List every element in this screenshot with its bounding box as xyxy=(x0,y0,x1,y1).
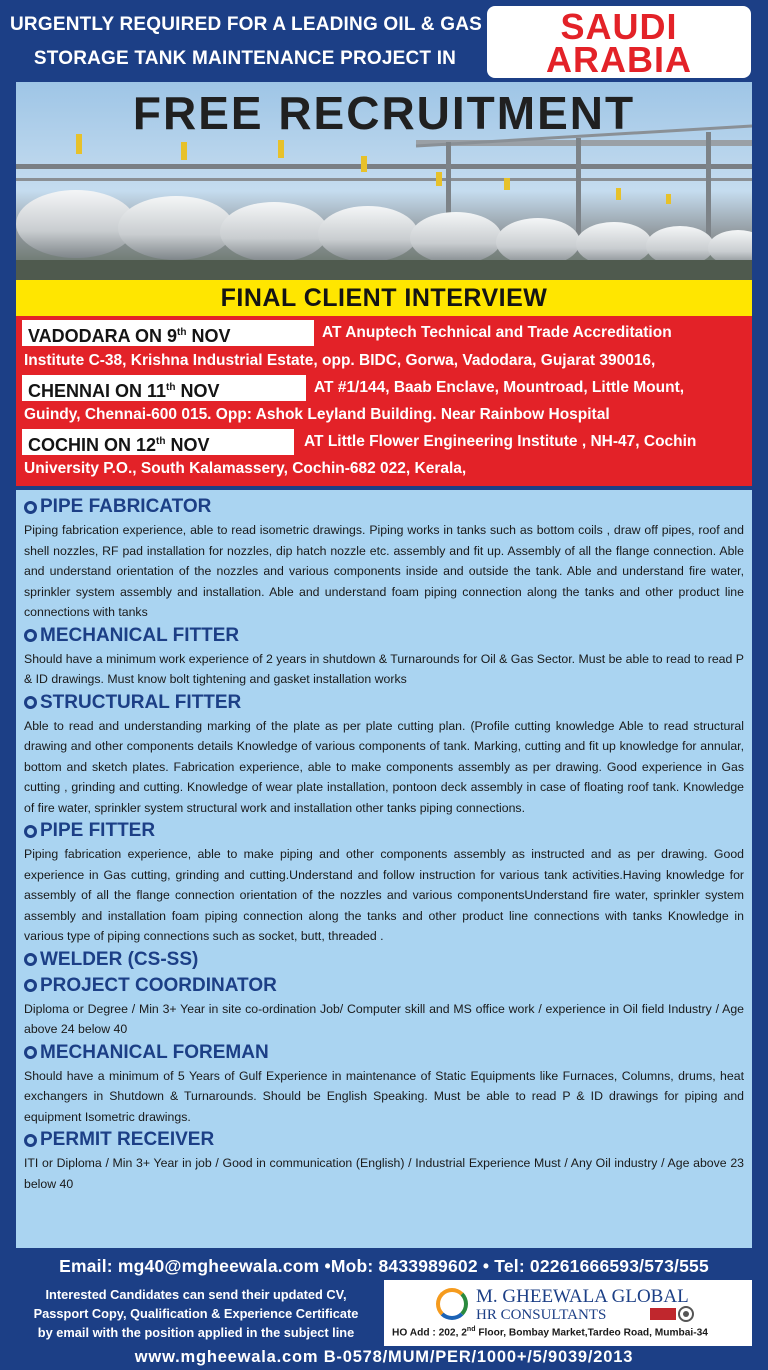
bullet-circle-icon xyxy=(24,979,37,992)
role-structural-fitter xyxy=(24,690,744,819)
role-description: Piping fabrication experience, able to read isometric drawings. Piping works in tanks such as bottom coils , draw off pipes, roof and shell nozzles, RF pad installation for nozzles, dip hatch nozzle etc. assembly and fit up. Assembly of all the flange connection. Able and understand orientation of the nozzles and various components inside and outside the tank. Able and understand fire water, sprinkler system assembly and installation. Able and understand foam piping connection along the tanks and other product line connections with tanks xyxy=(24,523,744,619)
country-line-1: SAUDI xyxy=(560,6,678,47)
role-description: Piping fabrication experience, able to make piping and other components assembly as instructed and as per drawing. Good experience in Gas cutting, grinding and cutting.Understand and follow instruction for various tank activities.Having knowledge for assembly of all the flange connection orientation of the nozzles and various componentsUnderstand fire water, sprinkler system assembly and installation foam piping connection along the tanks and other product line connections with tanks Knowledge in various type of piping connections such as socket, butt, threaded . xyxy=(24,847,744,943)
footer-line: www.mgheewala.com B-0578/MUM/PER/1000+/5/9039/2013 xyxy=(134,1348,634,1366)
role-mechanical-fitter xyxy=(24,623,744,690)
role-welder xyxy=(24,947,744,973)
interview-title: FINAL CLIENT INTERVIEW xyxy=(16,280,752,316)
venue-address-line-2: University P.O., South Kalamassery, Cochin-682 022, Kerala, xyxy=(24,460,467,477)
job-roles xyxy=(16,490,752,1248)
role-title: PERMIT RECEIVER xyxy=(40,1129,215,1150)
storage-tanks-photo xyxy=(16,82,752,280)
role-description: Able to read and understanding marking of the plate as per plate cutting plan. (Profile cutting knowledge Able to read structural drawing and other components details Knowledge of various components of tank. Marking, cutting and fit up knowledge for annular, bottom and sketch plates. Fabrication experience, able to make components assembly as per drawing. Good experience in Gas cutting , grinding and cutting. Knowledge of wear plate installation, pontoon deck assembly in case of floating roof tank. Knowledge of fire water, sprinkler system structural work and installation other tanks piping connections. xyxy=(24,718,744,815)
bullet-circle-icon xyxy=(24,1134,37,1147)
top-header xyxy=(0,0,768,82)
role-description: Should have a minimum of 5 Years of Gulf Experience in maintenance of Static Equipments like Furnaces, Columns, drums, heat exchangers in Shutdown & Turnarounds. Should be English Speaking. Must be able to read P & ID drawings for piping and equipment Isometric drawings. xyxy=(24,1068,744,1124)
venue-address-line-2: Guindy, Chennai-600 015. Opp: Ashok Leyland Building. Near Rainbow Hospital xyxy=(24,406,610,423)
role-project-coordinator xyxy=(24,973,744,1040)
role-title: STRUCTURAL FITTER xyxy=(40,691,242,713)
free-recruitment-banner: FREE RECRUITMENT xyxy=(132,87,636,139)
note-line-1: Interested Candidates can send their updated CV, xyxy=(45,1287,347,1302)
role-permit-receiver xyxy=(24,1127,744,1194)
venue-address-line-1: AT Little Flower Engineering Institute , NH-47, Cochin xyxy=(304,433,697,450)
country-badge xyxy=(487,6,751,78)
role-mechanical-foreman xyxy=(24,1040,744,1128)
bullet-circle-icon xyxy=(24,501,37,514)
role-title: PIPE FITTER xyxy=(40,820,156,841)
role-description: Should have a minimum work experience of 2 years in shutdown & Turnarounds for Oil & Gas Sector. Must be able to read to read P & ID drawings. Must know bolt tightening and gasket installation works xyxy=(24,651,744,686)
role-title: PIPE FABRICATOR xyxy=(40,496,212,517)
role-description: Diploma or Degree / Min 3+ Year in site co-ordination Job/ Computer skill and MS office work / experience in Oil field Industry / Age above 24 below 40 xyxy=(24,1001,744,1036)
role-pipe-fabricator xyxy=(24,494,744,623)
company-name: M. GHEEWALA GLOBAL xyxy=(476,1286,689,1307)
role-title: MECHANICAL FOREMAN xyxy=(40,1041,269,1063)
note-line-3: by email with the position applied in the subject line xyxy=(37,1325,355,1340)
venue-list xyxy=(16,316,752,486)
venue-address-line-1: AT #1/144, Baab Enclave, Mountroad, Little Mount, xyxy=(314,379,685,396)
role-title: WELDER (CS-SS) xyxy=(40,948,199,970)
venue-date-badge: VADODARA ON 9th NOV xyxy=(22,320,314,346)
headline-line-2: STORAGE TANK MAINTENANCE PROJECT IN xyxy=(33,48,457,69)
company-logo-box xyxy=(384,1280,752,1346)
bullet-circle-icon xyxy=(24,825,37,838)
certification-icon xyxy=(650,1306,696,1322)
headline-line-1: URGENTLY REQUIRED FOR A LEADING OIL & GAS xyxy=(10,14,482,35)
country-line-2: ARABIA xyxy=(546,39,692,80)
company-subtitle: HR CONSULTANTS xyxy=(476,1307,607,1323)
venue-address-line-1: AT Anuptech Technical and Trade Accreditation xyxy=(322,324,672,341)
role-pipe-fitter xyxy=(24,818,744,947)
venue-date-badge: CHENNAI ON 11th NOV xyxy=(22,375,306,401)
bullet-circle-icon xyxy=(24,953,37,966)
bullet-circle-icon xyxy=(24,629,37,642)
note-line-2: Passport Copy, Qualification & Experience Certificate xyxy=(33,1306,359,1321)
contact-line: Email: mg40@mgheewala.com •Mob: 8433989602 • Tel: 02261666593/573/555 xyxy=(59,1256,709,1276)
headline xyxy=(10,8,480,76)
venue-date-badge: COCHIN ON 12th NOV xyxy=(22,429,294,455)
application-note xyxy=(16,1282,376,1346)
role-title: MECHANICAL FITTER xyxy=(40,624,240,646)
company-logo-icon xyxy=(436,1288,468,1320)
role-description: ITI or Diploma / Min 3+ Year in job / Good in communication (English) / Industrial Experience Must / Any Oil industry / Age above 23 below 40 xyxy=(24,1156,744,1191)
role-title: PROJECT COORDINATOR xyxy=(40,974,277,996)
venue-address-line-2: Institute C-38, Krishna Industrial Estate, opp. BIDC, Gorwa, Vadodara, Gujarat 390016, xyxy=(24,352,656,369)
bullet-circle-icon xyxy=(24,696,37,709)
bullet-circle-icon xyxy=(24,1046,37,1059)
company-address: HO Add : 202, 2nd Floor, Bombay Market,Tardeo Road, Mumbai-34 xyxy=(392,1326,708,1339)
